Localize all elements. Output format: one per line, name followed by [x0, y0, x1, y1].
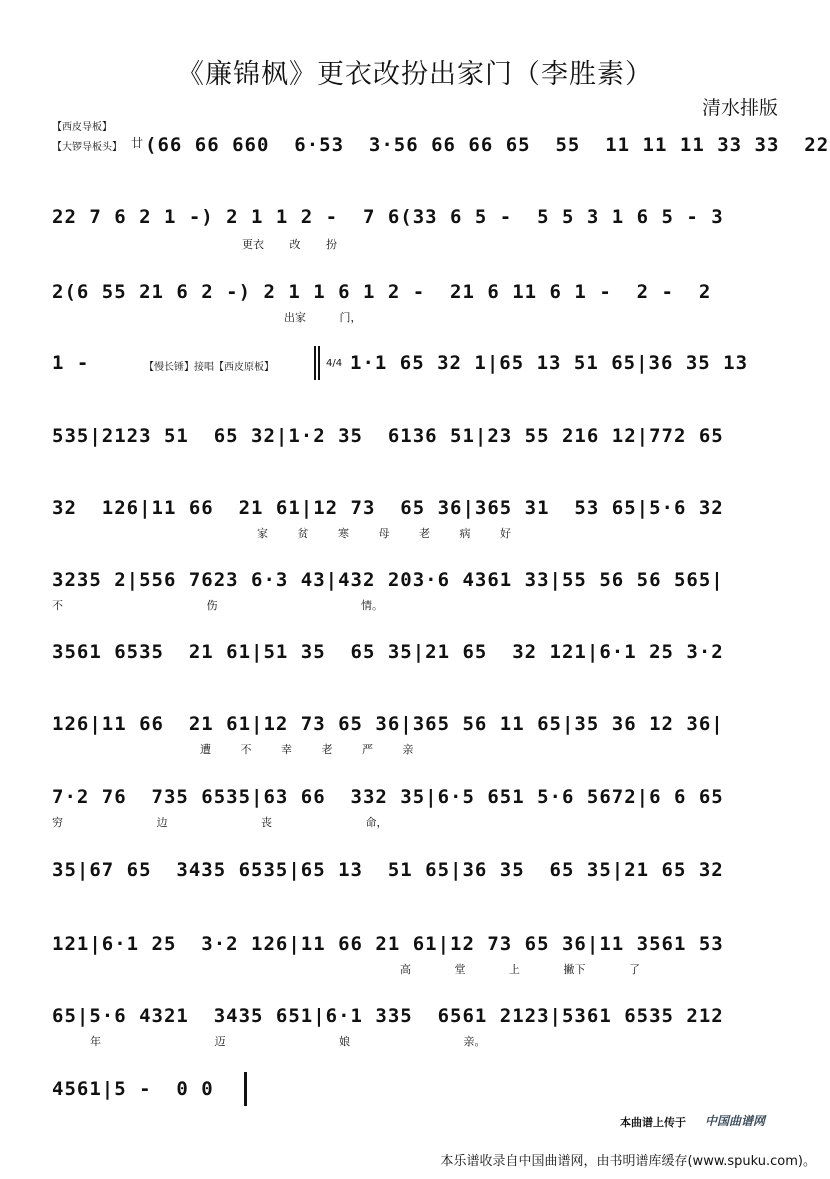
lyrics: 穷 边 丧 命， — [52, 816, 388, 829]
notes: (66 66 660 6·53 3·56 66 66 65 55 11 11 11 33 33 22 — [145, 134, 830, 156]
notes: 3235 2|556 7623 6·3 43|432 203·6 4361 33|55 56 56 565| — [52, 569, 724, 591]
notes: 1 - — [52, 352, 90, 374]
daluo-label: 【大锣导板头】 — [52, 142, 122, 153]
notes: 35|67 65 3435 6535|65 13 51 65|36 35 65 35|21 65 32 — [52, 859, 724, 881]
notes: 535|2123 51 65 32|1·2 35 6136 51|23 55 216 12|772 65 — [52, 425, 724, 447]
score-row-8 — [52, 641, 782, 671]
notes: 121|6·1 25 3·2 126|11 66 21 61|12 73 65 36|11 3561 53 — [52, 933, 724, 955]
double-bar — [314, 346, 316, 380]
arranger-credit: 清水排版 — [701, 97, 778, 119]
site-logo: 中国曲谱网 — [705, 1114, 766, 1128]
time-signature: 4/4 — [326, 358, 343, 369]
page-title: 《廉锦枫》更衣改扮出家门（李胜素） — [177, 59, 653, 90]
lyrics: 家 贫 寒 母 老 病 好 — [257, 527, 511, 540]
score-row-2 — [52, 206, 782, 251]
notes: 126|11 66 21 61|12 73 65 36|365 56 11 65|35 36 12 36| — [52, 713, 724, 735]
score-row-5 — [52, 425, 782, 455]
score-row-11 — [52, 859, 782, 889]
manchangchui-label: 【慢长锤】接唱【西皮原板】 — [144, 362, 274, 373]
score-row-10 — [52, 786, 782, 829]
double-bar — [318, 346, 320, 380]
lyrics: 更衣 改 扮 — [242, 238, 337, 251]
score-row-3 — [52, 281, 782, 324]
score-row-7 — [52, 569, 782, 612]
notes: 3561 6535 21 61|51 35 65 35|21 65 32 121|6·1 25 3·2 — [52, 641, 724, 663]
notes: 4561|5 - 0 0 — [52, 1078, 214, 1100]
score-row-6 — [52, 497, 782, 540]
lyrics: 遭 不 幸 老 严 亲 — [200, 743, 414, 756]
final-barline — [244, 1072, 247, 1106]
notes: 22 7 6 2 1 -) 2 1 1 2 - 7 6(33 6 5 - 5 5 3 1 6 5 - 3 — [52, 206, 724, 228]
score-row-13 — [52, 1005, 782, 1048]
score-row-9 — [52, 713, 782, 756]
lyrics: 出家 门， — [284, 311, 362, 324]
notes: 2(6 55 21 6 2 -) 2 1 1 6 1 2 - 21 6 11 6 1 - 2 - 2 — [52, 281, 712, 303]
xipi-daoban-label: 【西皮导板】 — [52, 122, 112, 133]
lyrics: 高 堂 上 撇下 了 — [400, 963, 640, 976]
source-footer: 本乐谱收录自中国曲谱网，由书明谱库缓存(www.spuku.com)。 — [440, 1154, 816, 1169]
lyrics: 不 伤 情。 — [52, 599, 383, 612]
score-row-14 — [52, 1078, 782, 1108]
score-row-4 — [52, 352, 782, 382]
notes: 1·1 65 32 1|65 13 51 65|36 35 13 — [350, 352, 749, 374]
upload-note: 本曲谱上传于 — [620, 1116, 686, 1129]
notes: 7·2 76 735 6535|63 66 332 35|6·5 651 5·6 5672|6 6 65 — [52, 786, 724, 808]
lyrics: 年 迈 娘 亲。 — [90, 1035, 486, 1048]
score-row-1 — [145, 134, 830, 164]
notes: 32 126|11 66 21 61|12 73 65 36|365 31 53 65|5·6 32 — [52, 497, 724, 519]
notes: 65|5·6 4321 3435 651|6·1 335 6561 2123|5361 6535 212 — [52, 1005, 724, 1027]
score-row-12 — [52, 933, 782, 976]
sa-mark: 廿 — [131, 136, 144, 150]
